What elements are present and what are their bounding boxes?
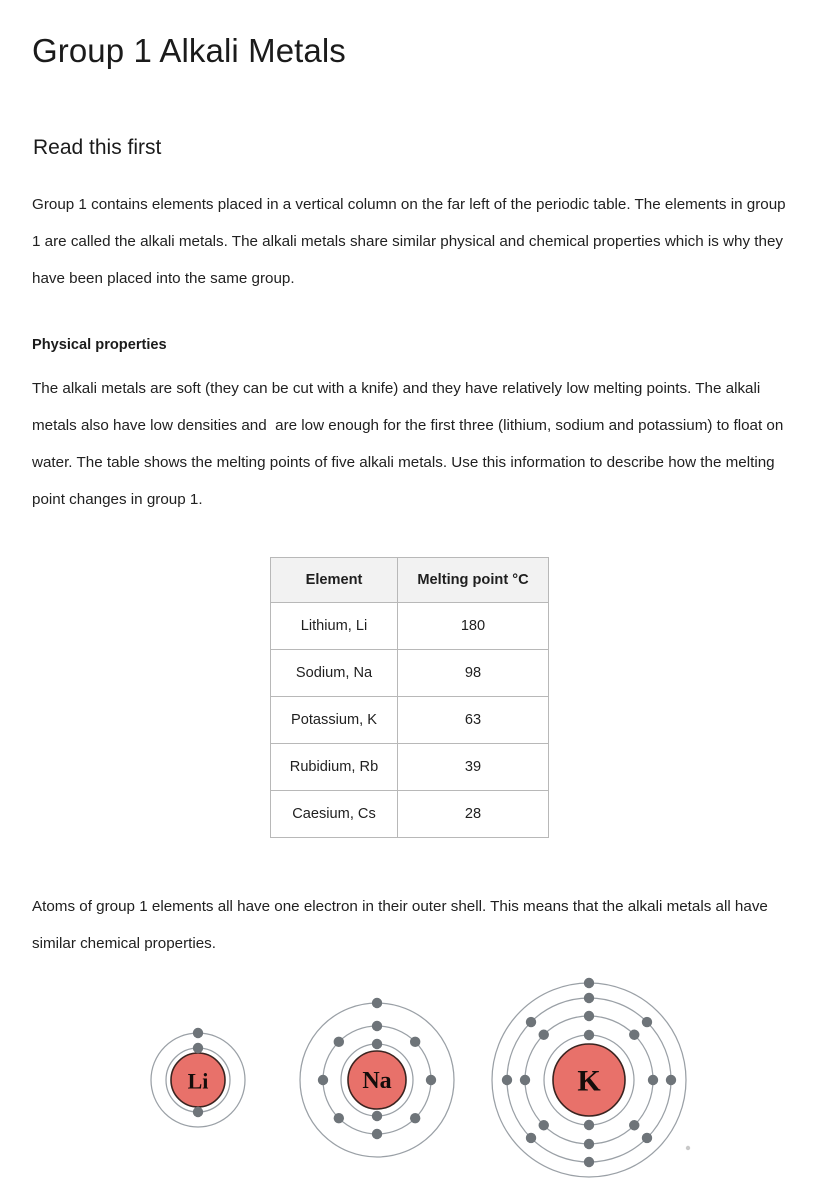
page-title: Group 1 Alkali Metals [32,32,346,69]
electron-shell2-5 [584,1139,594,1149]
electron-shell3-8 [526,1017,536,1027]
electron-shell3-1 [584,993,594,1003]
atom-diagrams-group [0,955,832,1202]
electron-shell1-2 [584,1120,594,1130]
electron-shell3-6 [526,1133,536,1143]
table-row [271,791,549,838]
electron-shell3-2 [642,1017,652,1027]
cell-melting-point: 28 [398,791,549,838]
electron-shell1-1 [193,1043,203,1053]
electron-shell2-3 [648,1075,658,1085]
electron-shell2-6 [539,1120,549,1130]
electron-shell2-2 [410,1037,420,1047]
subheading-physical-properties: Physical properties [32,337,167,353]
electron-shell2-4 [410,1113,420,1123]
electron-shell2-5 [372,1129,382,1139]
section-heading-read-this-first: Read this first [33,136,162,159]
atom-diagram-lithium [151,1028,245,1127]
nucleus-label-k: K [577,1064,601,1098]
electron-shell2-1 [372,1021,382,1031]
cell-element: Rubidium, Rb [271,744,398,791]
electron-shell2-8 [334,1037,344,1047]
electron-shell2-1 [193,1028,203,1038]
cell-melting-point: 39 [398,744,549,791]
cell-element: Lithium, Li [271,603,398,650]
electron-shell2-6 [334,1113,344,1123]
physical-properties-paragraph: The alkali metals are soft (they can be cut with a knife) and they have relatively low melting points. The alkali metals also have low densities and are low enough for the first three (lithium, sodium and potassium) to float on water. The table shows the melting points of five alkali metals. Use this information to describe how the melting point changes in group 1. [32,380,788,508]
atom-diagrams-svg [0,955,832,1202]
table-row [271,650,549,697]
electron-shell2-2 [629,1030,639,1040]
electron-shell2-7 [520,1075,530,1085]
cell-element: Potassium, K [271,697,398,744]
electron-shell2-8 [539,1030,549,1040]
atom-diagram-sodium [300,998,454,1157]
nucleus-label-na: Na [362,1068,392,1094]
table-header-row [271,558,549,603]
atom-diagram-potassium [492,978,686,1177]
electron-shell1-1 [372,1039,382,1049]
table-row [271,697,549,744]
electron-shell3-5 [584,1157,594,1167]
electron-shell3-3 [666,1075,676,1085]
electron-shell1-1 [584,1030,594,1040]
table-row [271,744,549,791]
electron-shell2-1 [584,1011,594,1021]
melting-point-table [270,557,549,838]
cell-melting-point: 98 [398,650,549,697]
electron-shell2-4 [629,1120,639,1130]
cell-melting-point: 63 [398,697,549,744]
cell-element: Caesium, Cs [271,791,398,838]
cell-melting-point: 180 [398,603,549,650]
table-row [271,603,549,650]
nucleus-label-li: Li [187,1068,209,1094]
column-header-element: Element [271,558,398,603]
electron-shell3-7 [502,1075,512,1085]
electron-shell4-1 [584,978,594,988]
electron-shell3-4 [642,1133,652,1143]
electron-shell1-2 [193,1107,203,1117]
atoms-paragraph: Atoms of group 1 elements all have one electron in their outer shell. This means that the alkali metals all have similar chemical properties. [32,898,773,952]
cell-element: Sodium, Na [271,650,398,697]
electron-shell3-1 [372,998,382,1008]
electron-shell1-2 [372,1111,382,1121]
column-header-melting-point: Melting point °C [398,558,549,603]
intro-paragraph: Group 1 contains elements placed in a vertical column on the far left of the periodic table. The elements in group 1 are called the alkali metals. The alkali metals share similar physical and chemical properties which is why they have been placed into the same group. [32,196,790,287]
electron-shell2-7 [318,1075,328,1085]
page-artifact-speck [686,1146,690,1150]
electron-shell2-3 [426,1075,436,1085]
